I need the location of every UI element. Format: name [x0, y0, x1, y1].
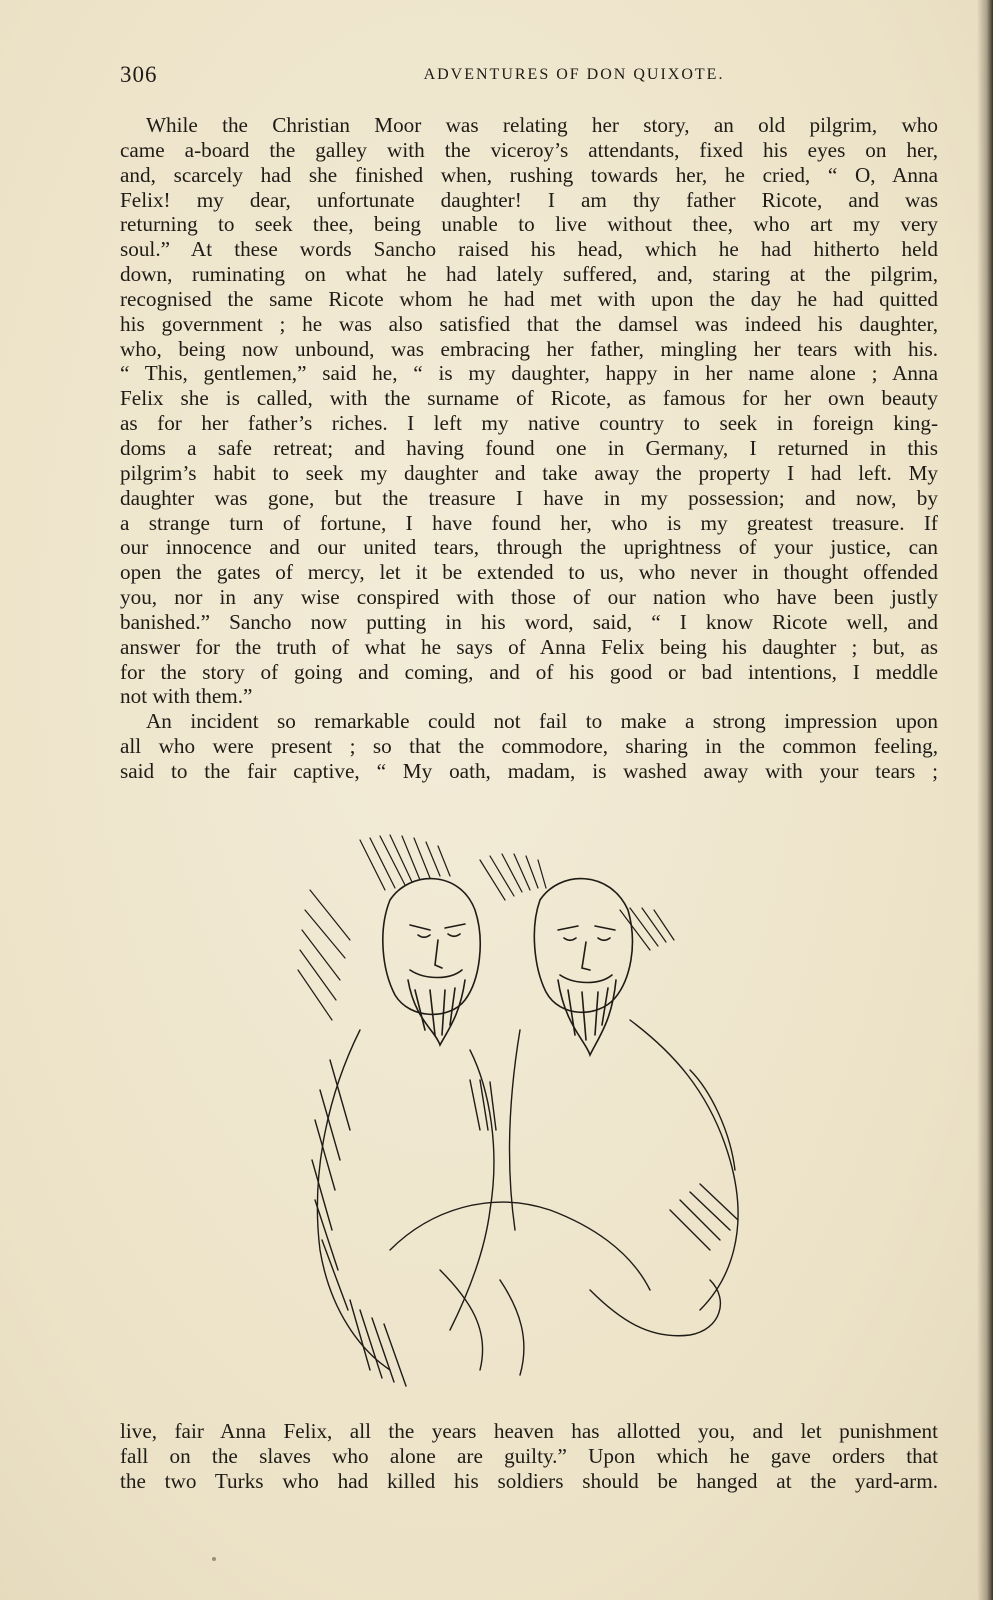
text-line: daughter was gone, but the treasure I have in my possession; and now, by	[120, 485, 938, 510]
text-line: An incident so remarkable could not fail to make a strong impression upon	[146, 709, 938, 734]
running-title: ADVENTURES OF DON QUIXOTE.	[423, 66, 725, 83]
text-line: fall on the slaves who alone are guilty.” Upon which he gave orders that	[120, 1443, 938, 1468]
right-figure-head	[534, 879, 632, 1055]
text-line: answer for the truth of what he says of Anna Felix being his daughter ; but, as	[120, 634, 938, 659]
text-line: pilgrim’s habit to seek my daughter and take away the property I had left. My	[120, 460, 938, 485]
page-header	[120, 62, 938, 92]
text-line: the two Turks who had killed his soldiers should be hanged at the yard-arm.	[120, 1468, 938, 1493]
text-line: “ This, gentlemen,” said he, “ is my daughter, happy in her name alone ; Anna	[120, 361, 938, 386]
paper-speck	[212, 1557, 216, 1561]
text-line: returning to seek thee, being unable to live without thee, who art my very	[120, 212, 938, 237]
text-line: as for her father’s riches. I left my native country to seek in foreign king-	[120, 411, 938, 436]
left-figure-head	[383, 879, 480, 1045]
text-line: down, ruminating on what he had lately suffered, and, staring at the pilgrim,	[120, 262, 938, 287]
text-line: open the gates of mercy, let it be extended to us, who never in thought offended	[120, 560, 938, 585]
text-line: a strange turn of fortune, I have found her, who is my greatest treasure. If	[120, 510, 938, 535]
text-line: his government ; he was also satisfied that the damsel was indeed his daughter,	[120, 311, 938, 336]
text-line: recognised the same Ricote whom he had met with upon the day he had quitted	[120, 286, 938, 311]
text-line: banished.” Sancho now putting in his word, said, “ I know Ricote well, and	[120, 609, 938, 634]
text-line: and, scarcely had she finished when, rushing towards her, he cried, “ O, Anna	[120, 162, 938, 187]
body-text-top	[120, 113, 938, 784]
figure-bodies	[312, 1020, 738, 1386]
text-line: all who were present ; so that the commodore, sharing in the common feeling,	[120, 734, 938, 759]
text-line: not with them.”	[120, 684, 253, 709]
text-line: While the Christian Moor was relating her story, an old pilgrim, who	[146, 113, 938, 137]
page-edge-shadow	[977, 0, 993, 1600]
text-line: came a-board the galley with the viceroy’s attendants, fixed his eyes on her,	[120, 137, 938, 162]
hatching-strokes	[298, 835, 674, 1020]
text-line: soul.” At these words Sancho raised his head, which he had hitherto held	[120, 237, 938, 262]
text-line: our innocence and our united tears, through the uprightness of your justice, can	[120, 535, 938, 560]
text-line: who, being now unbound, was embracing her father, mingling her tears with his.	[120, 336, 938, 361]
text-line: said to the fair captive, “ My oath, madam, is washed away with your tears ;	[120, 758, 938, 783]
text-line: Felix she is called, with the surname of Ricote, as famous for her own beauty	[120, 386, 938, 411]
text-line: doms a safe retreat; and having found one in Germany, I returned in this	[120, 435, 938, 460]
text-line: you, nor in any wise conspired with those of our nation who have been justly	[120, 585, 938, 610]
text-line: for the story of going and coming, and of his good or bad intentions, I meddle	[120, 659, 938, 684]
text-line: Felix! my dear, unfortunate daughter! I am thy father Ricote, and was	[120, 187, 938, 212]
body-text-bottom	[120, 1419, 938, 1494]
text-line: live, fair Anna Felix, all the years heaven has allotted you, and let punishment	[120, 1419, 938, 1443]
page-number: 306	[120, 62, 158, 87]
engraving-illustration	[290, 830, 770, 1390]
